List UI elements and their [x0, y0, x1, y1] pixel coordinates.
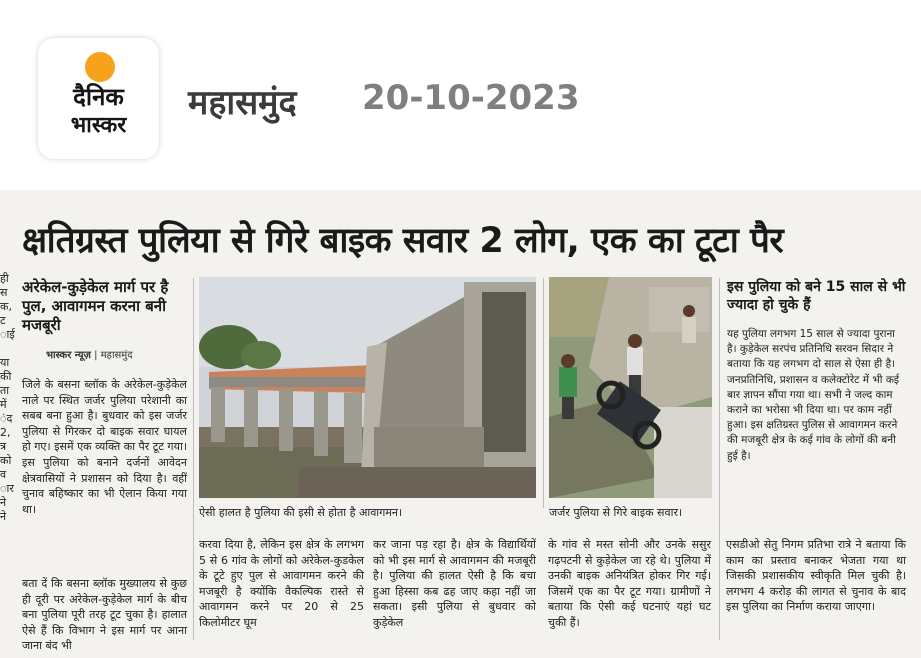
edition-date: 20-10-2023: [362, 78, 580, 118]
article-column-5: एसडीओ सेतु निगम प्रतिभा रात्रे ने बताया कि काम का प्रस्ताव बनाकर भेजता गया था जिसकी प्रशासकीय स्वीकृति मिल चुकी है। लगभग 4 करोड़ की लागत से चुनाव के बाद इस पुलिया का निर्माण कराया जाएगा।: [726, 538, 906, 614]
dainik-bhaskar-logo: [38, 38, 159, 159]
sidebar-headline: इस पुलिया को बने 15 साल से भी ज्यादा हो चुके हैं: [727, 279, 906, 313]
edge-fragment: ही: [0, 272, 9, 285]
article-column-4: के गांव से मस्त सोनी और उनके ससुर गढ़पटनी से कुड़ेकेल जा रहे थे। पुलिया में उनकी बाइक अनियंत्रित होकर गिर गई। जिसमें एक का पैर टूट गया। ग्रामीणों ने बताया कि ऐसी कई घटनाएं यहां घट चुकी हैं।: [548, 538, 711, 629]
photo-caption-1: ऐसी हालत है पुलिया की इसी से होता है आवागमन।: [199, 506, 403, 519]
article-column-3: कर जाना पड़ रहा है। क्षेत्र के विद्यार्थियों को भी इस मार्ग से आवागमन की मजबूरी है। पुलिया की हालत ऐसी है कि बचा हुआ हिस्सा कब ढह जाए कहा नहीं जा सकता। इसी पुलिया से बुधवार को कुड़ेकेल: [373, 538, 536, 629]
bridge-illustration: [199, 277, 536, 498]
column-rule: [719, 278, 720, 640]
edge-fragment: की: [0, 370, 12, 383]
byline-brand: भास्कर न्यूज़: [46, 350, 91, 361]
article-subhead: अरेकेल-कुड़ेकेल मार्ग पर है पुल, आवागमन करना बनी मजबूरी: [22, 278, 169, 334]
sidebar-text: यह पुलिया लगभग 15 साल से ज्यादा पुराना है। कुड़ेकेल सरपंच प्रतिनिधि सरवन सिदार ने बताया कि यह लगभग दो साल से ऐसा ही है। जनप्रतिनिधि, प्रशासन व कलेक्टोरेट में भी कई बार ज्ञापन सौंपा गया था। सभी ने जल्द काम कराने का भरोसा भी दिया था। पर काम नहीं हुआ। इस क्षतिग्रस्त पुलिस से आवागमन करने की मजबूरी क्षेत्र के कई गांव के लोगों की बनी हुई है।: [727, 328, 900, 462]
edge-fragment: ट: [0, 314, 6, 327]
edge-fragment: ंद: [0, 412, 13, 425]
edge-fragment: त्र: [0, 440, 7, 453]
masthead-bar: [0, 0, 921, 190]
logo-line-1: दैनिक: [73, 83, 124, 111]
edge-fragment: को: [0, 454, 12, 467]
article-column-1-cont: बता दें कि बसना ब्लॉक मुख्यालय से कुछ ही दूरी पर अरेकेल-कुड़ेकेल मार्ग के बीच बना पुलिया पूरी तरह टूट चुका है। हालात ऐसे हैं कि विभाग ने इस मार्ग पर आना जाना बंद भी: [22, 577, 187, 653]
edge-fragment: में: [0, 398, 7, 411]
bike-illustration: [549, 277, 712, 498]
byline: भास्कर न्यूज़ | महासमुंद: [46, 350, 133, 361]
edge-fragment: ाई: [0, 328, 15, 341]
edge-fragment: या: [0, 356, 10, 369]
column-rule: [193, 278, 194, 640]
edge-fragment: ार: [0, 482, 14, 495]
logo-line-2: भास्कर: [70, 113, 127, 138]
fallen-bike-photo: [549, 277, 712, 498]
article-column-1: जिले के बसना ब्लॉक के अरेकेल-कुड़ेकेल नाले पर स्थित जर्जर पुलिया परेशानी का सबब बना हुआ है। बुधवार को इस जर्जर पुलिया से गिरकर दो बाइक सवार घायल हो गए। इसमें एक व्यक्ति का पैर टूट गया। इस पुलिया को बनाने दर्जनों आवेदन क्षेत्रवासियों ने प्रशासन को दिया है। वहीं चुनाव बहिष्कार का भी ऐलान किया गया था।: [22, 378, 187, 516]
city-name: महासमुंद: [188, 83, 297, 123]
edge-fragment: 2,: [0, 426, 11, 439]
adjacent-column-fragment: [0, 272, 15, 524]
broken-bridge-photo: [199, 277, 536, 498]
photo-caption-2: जर्जर पुलिया से गिरे बाइक सवार।: [549, 506, 683, 519]
byline-city: महासमुंद: [100, 350, 133, 361]
edge-fragment: ने: [0, 496, 7, 509]
article-headline: क्षतिग्रस्त पुलिया से गिरे बाइक सवार 2 लोग, एक का टूटा पैर: [22, 221, 784, 261]
article-column-2: करवा दिया है, लेकिन इस क्षेत्र के लगभग 5 से 6 गांव के लोगों को अरेकेल-कुडकेल के टूटे हुए पुल से आवागमन करने की मजबूरी है क्योंकि वैकल्पिक रास्ते से आवागमन करने पर 20 से 25 किलोमीटर घूम: [199, 538, 364, 629]
edge-fragment: व: [0, 468, 7, 481]
edge-fragment: [0, 342, 12, 356]
edge-fragment: क,: [0, 300, 12, 313]
sun-icon: [85, 52, 115, 82]
edge-fragment: ने: [0, 510, 7, 523]
edge-fragment: ता: [0, 384, 10, 397]
edge-fragment: स: [0, 286, 8, 299]
column-rule: [543, 278, 544, 508]
